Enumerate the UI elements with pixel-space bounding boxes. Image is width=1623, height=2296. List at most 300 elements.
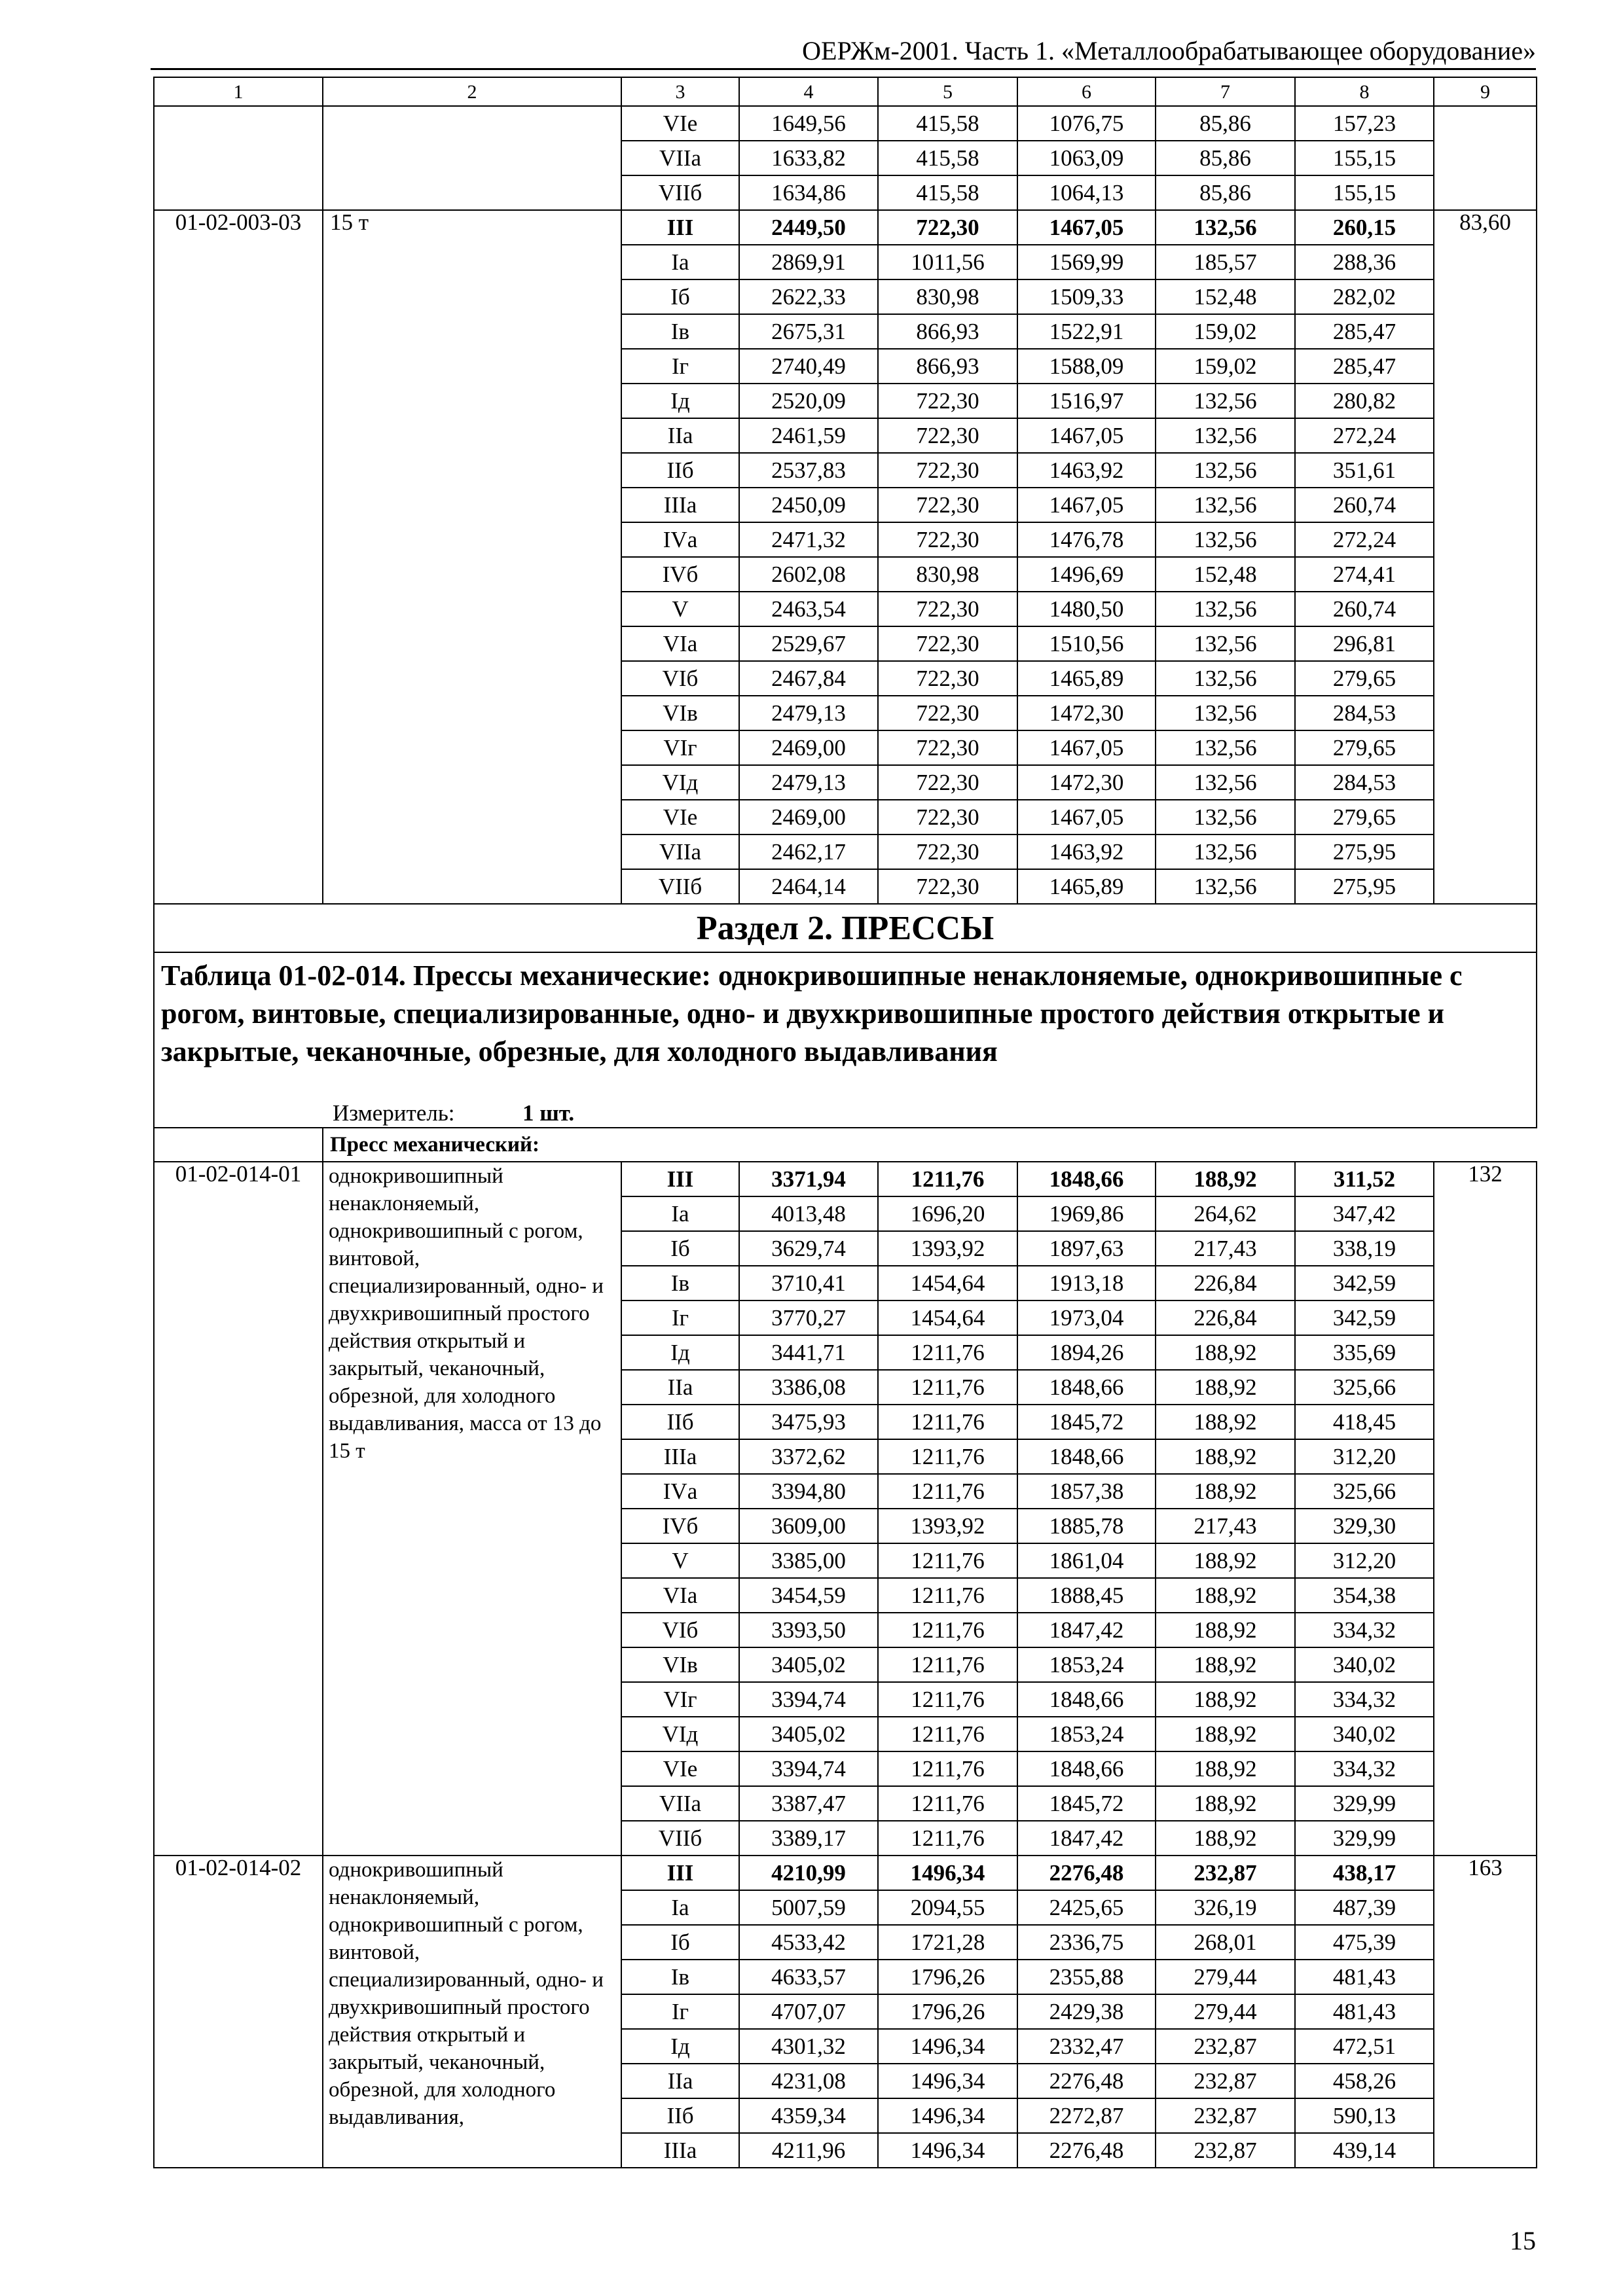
row-value: 132,56	[1156, 661, 1295, 696]
row-value: 4210,99	[739, 1856, 878, 1890]
row-value: 1465,89	[1017, 661, 1156, 696]
row-value: 1211,76	[878, 1370, 1017, 1405]
row-value: 274,41	[1295, 557, 1434, 592]
row-variant: IIб	[621, 1405, 739, 1439]
row-value: 1467,05	[1017, 488, 1156, 522]
row-value: 1496,34	[878, 2098, 1017, 2133]
row-value: 1796,26	[878, 1994, 1017, 2029]
row-value: 152,48	[1156, 557, 1295, 592]
row-value: 132,56	[1156, 453, 1295, 488]
row-value: 1063,09	[1017, 141, 1156, 175]
row-value: 157,23	[1295, 106, 1434, 141]
row-value: 1696,20	[878, 1196, 1017, 1231]
row-value: 2449,50	[739, 210, 878, 245]
row-value: 1848,66	[1017, 1370, 1156, 1405]
row-value: 188,92	[1156, 1543, 1295, 1578]
row-value: 1393,92	[878, 1509, 1017, 1543]
row-value: 475,39	[1295, 1925, 1434, 1960]
row-value: 132,56	[1156, 626, 1295, 661]
row-value: 3629,74	[739, 1231, 878, 1266]
row-value: 1516,97	[1017, 384, 1156, 418]
row-value: 335,69	[1295, 1335, 1434, 1370]
row-variant: Iа	[621, 1196, 739, 1231]
row-variant: Iг	[621, 349, 739, 384]
row-variant: IIа	[621, 2064, 739, 2098]
row-variant: VIг	[621, 730, 739, 765]
row-value: 1465,89	[1017, 869, 1156, 904]
row-variant: VIб	[621, 1613, 739, 1647]
row-value: 1211,76	[878, 1578, 1017, 1613]
row-value: 458,26	[1295, 2064, 1434, 2098]
row-value: 326,19	[1156, 1890, 1295, 1925]
row-value: 2740,49	[739, 349, 878, 384]
row-value: 155,15	[1295, 175, 1434, 210]
row-value: 1496,34	[878, 2029, 1017, 2064]
meter-label: Измеритель:	[333, 1100, 455, 1126]
row-variant: VIе	[621, 800, 739, 834]
row-value: 334,32	[1295, 1682, 1434, 1717]
row-value: 132,56	[1156, 834, 1295, 869]
row-value: 132,56	[1156, 730, 1295, 765]
row-value: 272,24	[1295, 522, 1434, 557]
row-value: 3372,62	[739, 1439, 878, 1474]
row-value: 2869,91	[739, 245, 878, 279]
row-value: 188,92	[1156, 1335, 1295, 1370]
row-value: 1853,24	[1017, 1647, 1156, 1682]
row-value: 296,81	[1295, 626, 1434, 661]
row-value: 3475,93	[739, 1405, 878, 1439]
row-value: 329,99	[1295, 1821, 1434, 1856]
row-value: 132,56	[1156, 210, 1295, 245]
column-header-8: 8	[1295, 77, 1434, 106]
row-value: 1480,50	[1017, 592, 1156, 626]
row-variant: Iд	[621, 1335, 739, 1370]
row-value: 159,02	[1156, 349, 1295, 384]
row-value: 232,87	[1156, 2133, 1295, 2168]
row-value: 722,30	[878, 626, 1017, 661]
row-code: 01-02-003-03	[154, 210, 323, 904]
row-value: 132,56	[1156, 488, 1295, 522]
row-value: 722,30	[878, 522, 1017, 557]
row-value: 1634,86	[739, 175, 878, 210]
row-value: 3393,50	[739, 1613, 878, 1647]
row-value: 415,58	[878, 106, 1017, 141]
row-value: 1649,56	[739, 106, 878, 141]
row-value: 2276,48	[1017, 1856, 1156, 1890]
row-name: 15 т	[323, 210, 621, 904]
row-value: 722,30	[878, 800, 1017, 834]
row-value: 1467,05	[1017, 418, 1156, 453]
row-value: 1211,76	[878, 1335, 1017, 1370]
row-value: 85,86	[1156, 106, 1295, 141]
row-value: 722,30	[878, 592, 1017, 626]
row-value: 1897,63	[1017, 1231, 1156, 1266]
row-value: 1211,76	[878, 1682, 1017, 1717]
row-value: 1476,78	[1017, 522, 1156, 557]
row-value: 2537,83	[739, 453, 878, 488]
row-value: 4633,57	[739, 1960, 878, 1994]
row-value: 132,56	[1156, 384, 1295, 418]
row-code	[154, 106, 323, 210]
row-col9: 132	[1434, 1162, 1537, 1856]
row-value: 1509,33	[1017, 279, 1156, 314]
row-value: 2336,75	[1017, 1925, 1156, 1960]
row-value: 722,30	[878, 210, 1017, 245]
row-value: 3405,02	[739, 1717, 878, 1751]
row-name: однокривошипный ненаклоняемый, однокривошипный с рогом, винтовой, специализированный, одно- и двухкривошипный простого действия открытый и закрытый, чеканочный, обрезной, для холодного выдавливания, масса от 13 до 15 т	[323, 1162, 621, 1856]
row-value: 188,92	[1156, 1613, 1295, 1647]
row-value: 3394,74	[739, 1751, 878, 1786]
row-variant: V	[621, 592, 739, 626]
row-value: 722,30	[878, 696, 1017, 730]
row-value: 132,56	[1156, 869, 1295, 904]
row-value: 1847,42	[1017, 1821, 1156, 1856]
row-variant: IIб	[621, 2098, 739, 2133]
row-variant: VIв	[621, 696, 739, 730]
row-value: 4301,32	[739, 2029, 878, 2064]
row-value: 325,66	[1295, 1370, 1434, 1405]
row-value: 85,86	[1156, 175, 1295, 210]
row-value: 1848,66	[1017, 1751, 1156, 1786]
row-value: 1393,92	[878, 1231, 1017, 1266]
row-value: 2272,87	[1017, 2098, 1156, 2133]
row-value: 830,98	[878, 279, 1017, 314]
row-value: 2529,67	[739, 626, 878, 661]
row-value: 1064,13	[1017, 175, 1156, 210]
row-value: 85,86	[1156, 141, 1295, 175]
row-value: 3394,80	[739, 1474, 878, 1509]
row-value: 2622,33	[739, 279, 878, 314]
row-value: 354,38	[1295, 1578, 1434, 1613]
row-value: 132,56	[1156, 696, 1295, 730]
row-variant: IVа	[621, 1474, 739, 1509]
row-value: 280,82	[1295, 384, 1434, 418]
row-value: 3609,00	[739, 1509, 878, 1543]
row-value: 217,43	[1156, 1231, 1295, 1266]
meter-value: 1 шт.	[522, 1100, 575, 1126]
row-value: 285,47	[1295, 314, 1434, 349]
column-header-6: 6	[1017, 77, 1156, 106]
row-value: 1211,76	[878, 1647, 1017, 1682]
row-value: 1894,26	[1017, 1335, 1156, 1370]
row-value: 2675,31	[739, 314, 878, 349]
row-value: 1211,76	[878, 1543, 1017, 1578]
row-value: 285,47	[1295, 349, 1434, 384]
row-value: 340,02	[1295, 1647, 1434, 1682]
row-value: 722,30	[878, 418, 1017, 453]
row-value: 1463,92	[1017, 453, 1156, 488]
row-value: 1973,04	[1017, 1300, 1156, 1335]
row-value: 338,19	[1295, 1231, 1434, 1266]
row-value: 3770,27	[739, 1300, 878, 1335]
row-variant: Iб	[621, 279, 739, 314]
row-variant: VIIа	[621, 1786, 739, 1821]
row-value: 418,45	[1295, 1405, 1434, 1439]
row-value: 260,74	[1295, 592, 1434, 626]
row-value: 347,42	[1295, 1196, 1434, 1231]
row-value: 4231,08	[739, 2064, 878, 2098]
row-value: 1496,34	[878, 2064, 1017, 2098]
row-value: 1211,76	[878, 1439, 1017, 1474]
row-value: 1211,76	[878, 1786, 1017, 1821]
row-value: 2276,48	[1017, 2133, 1156, 2168]
row-value: 232,87	[1156, 2098, 1295, 2133]
row-value: 311,52	[1295, 1162, 1434, 1196]
row-value: 264,62	[1156, 1196, 1295, 1231]
row-value: 279,65	[1295, 661, 1434, 696]
row-variant: Iв	[621, 314, 739, 349]
row-value: 1211,76	[878, 1474, 1017, 1509]
row-variant: IIIа	[621, 2133, 739, 2168]
row-value: 284,53	[1295, 765, 1434, 800]
section-row	[154, 904, 1537, 952]
page-number: 15	[1510, 2226, 1536, 2255]
row-value: 1969,86	[1017, 1196, 1156, 1231]
row-value: 284,53	[1295, 696, 1434, 730]
row-value: 132,56	[1156, 592, 1295, 626]
table-row	[154, 210, 1537, 245]
row-value: 1848,66	[1017, 1162, 1156, 1196]
row-value: 3389,17	[739, 1821, 878, 1856]
row-value: 3394,74	[739, 1682, 878, 1717]
row-variant: IIб	[621, 453, 739, 488]
row-value: 1888,45	[1017, 1578, 1156, 1613]
row-value: 5007,59	[739, 1890, 878, 1925]
row-value: 226,84	[1156, 1266, 1295, 1300]
column-header-2: 2	[323, 77, 621, 106]
row-value: 275,95	[1295, 834, 1434, 869]
row-code: 01-02-014-01	[154, 1162, 323, 1856]
row-value: 1454,64	[878, 1300, 1017, 1335]
row-variant: VIд	[621, 1717, 739, 1751]
row-variant: VIг	[621, 1682, 739, 1717]
row-value: 226,84	[1156, 1300, 1295, 1335]
row-value: 132,56	[1156, 800, 1295, 834]
row-value: 2479,13	[739, 765, 878, 800]
row-value: 2429,38	[1017, 1994, 1156, 2029]
row-variant: VIе	[621, 106, 739, 141]
row-value: 2467,84	[739, 661, 878, 696]
group-label-row	[154, 1128, 1537, 1162]
row-value: 1848,66	[1017, 1682, 1156, 1717]
row-value: 1472,30	[1017, 765, 1156, 800]
row-value: 232,87	[1156, 2064, 1295, 2098]
row-value: 438,17	[1295, 1856, 1434, 1890]
row-value: 188,92	[1156, 1821, 1295, 1856]
row-value: 1845,72	[1017, 1405, 1156, 1439]
row-value: 188,92	[1156, 1786, 1295, 1821]
row-value: 4533,42	[739, 1925, 878, 1960]
row-value: 217,43	[1156, 1509, 1295, 1543]
row-value: 155,15	[1295, 141, 1434, 175]
row-value: 1076,75	[1017, 106, 1156, 141]
row-value: 2469,00	[739, 730, 878, 765]
row-value: 342,59	[1295, 1300, 1434, 1335]
row-value: 188,92	[1156, 1751, 1295, 1786]
row-value: 282,02	[1295, 279, 1434, 314]
column-header-3: 3	[621, 77, 739, 106]
row-variant: Iв	[621, 1960, 739, 1994]
row-value: 2479,13	[739, 696, 878, 730]
row-value: 1853,24	[1017, 1717, 1156, 1751]
row-value: 2461,59	[739, 418, 878, 453]
row-value: 1857,38	[1017, 1474, 1156, 1509]
row-value: 1796,26	[878, 1960, 1017, 1994]
row-variant: VIд	[621, 765, 739, 800]
row-value: 2332,47	[1017, 2029, 1156, 2064]
row-value: 188,92	[1156, 1370, 1295, 1405]
row-value: 3385,00	[739, 1543, 878, 1578]
row-value: 2276,48	[1017, 2064, 1156, 2098]
row-value: 3371,94	[739, 1162, 878, 1196]
row-value: 1454,64	[878, 1266, 1017, 1300]
row-value: 188,92	[1156, 1474, 1295, 1509]
row-variant: VIIб	[621, 869, 739, 904]
column-header-7: 7	[1156, 77, 1295, 106]
column-header-5: 5	[878, 77, 1017, 106]
row-value: 1211,76	[878, 1405, 1017, 1439]
row-variant: V	[621, 1543, 739, 1578]
row-value: 312,20	[1295, 1439, 1434, 1474]
row-value: 1848,66	[1017, 1439, 1156, 1474]
row-variant: VIа	[621, 1578, 739, 1613]
row-value: 275,95	[1295, 869, 1434, 904]
row-value: 2463,54	[739, 592, 878, 626]
group-label: Пресс механический:	[323, 1128, 1537, 1162]
row-value: 1569,99	[1017, 245, 1156, 279]
row-variant: VIв	[621, 1647, 739, 1682]
table-title-row	[154, 952, 1537, 1098]
row-variant: IIа	[621, 418, 739, 453]
row-variant: III	[621, 1162, 739, 1196]
row-value: 188,92	[1156, 1647, 1295, 1682]
row-col9: 163	[1434, 1856, 1537, 2168]
page-header: ОЕРЖм-2001. Часть 1. «Металлообрабатывающее оборудование»	[151, 38, 1536, 70]
row-value: 1463,92	[1017, 834, 1156, 869]
row-variant: Iг	[621, 1994, 739, 2029]
row-value: 351,61	[1295, 453, 1434, 488]
row-value: 132,56	[1156, 765, 1295, 800]
row-value: 1885,78	[1017, 1509, 1156, 1543]
row-variant: Iд	[621, 384, 739, 418]
row-value: 830,98	[878, 557, 1017, 592]
row-variant: III	[621, 1856, 739, 1890]
row-value: 1496,34	[878, 1856, 1017, 1890]
row-value: 722,30	[878, 488, 1017, 522]
row-value: 2355,88	[1017, 1960, 1156, 1994]
row-value: 1467,05	[1017, 800, 1156, 834]
row-value: 3387,47	[739, 1786, 878, 1821]
row-variant: Iб	[621, 1925, 739, 1960]
row-value: 334,32	[1295, 1751, 1434, 1786]
row-value: 132,56	[1156, 418, 1295, 453]
table-title: Таблица 01-02-014. Прессы механические: однокривошипные ненаклоняемые, однокривошипные с рогом, винтовые, специализированные, одно- и двухкривошипные простого действия открытые и закрытые, чеканочные, обрезные, для холодного выдавливания	[154, 952, 1537, 1098]
row-value: 3405,02	[739, 1647, 878, 1682]
row-variant: VIIа	[621, 834, 739, 869]
section-title: Раздел 2. ПРЕССЫ	[154, 904, 1537, 952]
row-variant: VIб	[621, 661, 739, 696]
column-header-4: 4	[739, 77, 878, 106]
row-value: 722,30	[878, 384, 1017, 418]
row-name: однокривошипный ненаклоняемый, однокривошипный с рогом, винтовой, специализированный, одно- и двухкривошипный простого действия открытый и закрытый, чеканочный, обрезной, для холодного выдавливания,	[323, 1856, 621, 2168]
row-value: 1913,18	[1017, 1266, 1156, 1300]
row-value: 312,20	[1295, 1543, 1434, 1578]
column-header-1: 1	[154, 77, 323, 106]
row-value: 2094,55	[878, 1890, 1017, 1925]
row-value: 1011,56	[878, 245, 1017, 279]
row-value: 1211,76	[878, 1751, 1017, 1786]
row-value: 2450,09	[739, 488, 878, 522]
row-value: 272,24	[1295, 418, 1434, 453]
row-variant: VIе	[621, 1751, 739, 1786]
row-value: 4359,34	[739, 2098, 878, 2133]
row-value: 481,43	[1295, 1994, 1434, 2029]
row-value: 472,51	[1295, 2029, 1434, 2064]
row-value: 722,30	[878, 765, 1017, 800]
row-value: 1721,28	[878, 1925, 1017, 1960]
row-variant: IVб	[621, 557, 739, 592]
row-value: 232,87	[1156, 1856, 1295, 1890]
row-value: 1845,72	[1017, 1786, 1156, 1821]
row-value: 325,66	[1295, 1474, 1434, 1509]
row-col9	[1434, 106, 1537, 210]
row-variant: Iг	[621, 1300, 739, 1335]
row-value: 152,48	[1156, 279, 1295, 314]
row-value: 188,92	[1156, 1578, 1295, 1613]
row-value: 279,44	[1156, 1994, 1295, 2029]
row-value: 2471,32	[739, 522, 878, 557]
row-value: 2464,14	[739, 869, 878, 904]
row-value: 2462,17	[739, 834, 878, 869]
row-variant: Iб	[621, 1231, 739, 1266]
column-header-row	[154, 77, 1537, 106]
row-value: 1211,76	[878, 1717, 1017, 1751]
row-value: 188,92	[1156, 1162, 1295, 1196]
row-value: 4211,96	[739, 2133, 878, 2168]
row-value: 4013,48	[739, 1196, 878, 1231]
row-value: 329,30	[1295, 1509, 1434, 1543]
row-value: 4707,07	[739, 1994, 878, 2029]
row-value: 722,30	[878, 453, 1017, 488]
row-value: 2520,09	[739, 384, 878, 418]
row-value: 1467,05	[1017, 210, 1156, 245]
table-row	[154, 1856, 1537, 1890]
row-value: 279,44	[1156, 1960, 1295, 1994]
row-variant: IIIа	[621, 488, 739, 522]
row-value: 1633,82	[739, 141, 878, 175]
row-value: 866,93	[878, 349, 1017, 384]
row-value: 3441,71	[739, 1335, 878, 1370]
row-value: 722,30	[878, 869, 1017, 904]
row-value: 415,58	[878, 141, 1017, 175]
row-variant: Iа	[621, 245, 739, 279]
row-variant: IIа	[621, 1370, 739, 1405]
row-value: 1861,04	[1017, 1543, 1156, 1578]
row-value: 334,32	[1295, 1613, 1434, 1647]
row-value: 188,92	[1156, 1405, 1295, 1439]
row-value: 340,02	[1295, 1717, 1434, 1751]
row-variant: IVб	[621, 1509, 739, 1543]
row-value: 722,30	[878, 661, 1017, 696]
row-value: 288,36	[1295, 245, 1434, 279]
row-value: 481,43	[1295, 1960, 1434, 1994]
column-header-9: 9	[1434, 77, 1537, 106]
row-value: 1496,34	[878, 2133, 1017, 2168]
row-variant: Iа	[621, 1890, 739, 1925]
row-value: 260,15	[1295, 210, 1434, 245]
row-variant: VIIб	[621, 1821, 739, 1856]
group-label-empty	[154, 1128, 323, 1162]
